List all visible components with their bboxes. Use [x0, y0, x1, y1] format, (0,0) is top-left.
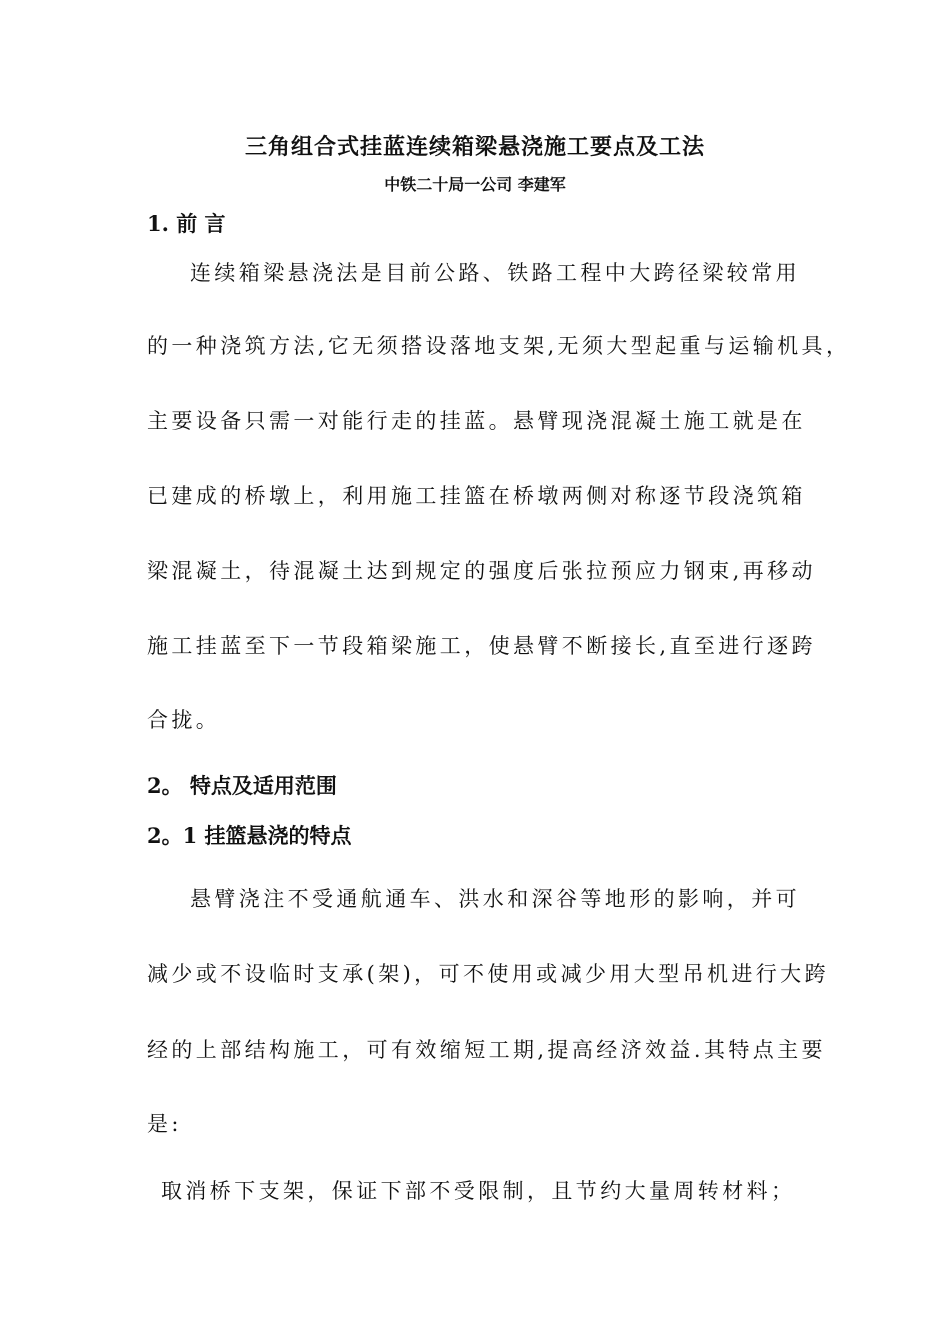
subsection-heading: 2。1 挂篮悬浇的特点 [147, 823, 352, 848]
paragraph-line: 梁混凝土，待混凝土达到规定的强度后张拉预应力钢束,再移动 [147, 559, 816, 583]
section-heading-features: 2。 特点及适用范围 [147, 773, 337, 798]
paragraph-line: 合拢。 [147, 708, 221, 732]
paragraph-line: 连续箱梁悬浇法是目前公路、铁路工程中大跨径梁较常用 [190, 261, 800, 285]
paragraph-line: 是: [147, 1112, 182, 1136]
list-item: 取消桥下支架，保证下部不受限制，且节约大量周转材料； [161, 1179, 796, 1203]
paragraph-line: 的一种浇筑方法,它无须搭设落地支架,无须大型起重与运输机具， [147, 334, 851, 358]
paragraph-line: 经的上部结构施工，可有效缩短工期,提高经济效益.其特点主要 [147, 1038, 826, 1062]
paragraph-line: 已建成的桥墩上，利用施工挂篮在桥墩两侧对称逐节段浇筑箱 [147, 484, 806, 508]
author-line: 中铁二十局一公司 李建军 [384, 175, 566, 194]
document-title: 三角组合式挂蓝连续箱梁悬浇施工要点及工法 [244, 134, 705, 160]
section-heading-preface: 1. 前 言 [147, 211, 226, 236]
paragraph-line: 悬臂浇注不受通航通车、洪水和深谷等地形的影响，并可 [190, 887, 800, 911]
paragraph-line: 减少或不设临时支承(架)，可不使用或减少用大型吊机进行大跨 [147, 962, 829, 986]
paragraph-line: 主要设备只需一对能行走的挂蓝。悬臂现浇混凝土施工就是在 [147, 409, 806, 433]
paragraph-line: 施工挂蓝至下一节段箱梁施工，使悬臂不断接长,直至进行逐跨 [147, 634, 816, 658]
